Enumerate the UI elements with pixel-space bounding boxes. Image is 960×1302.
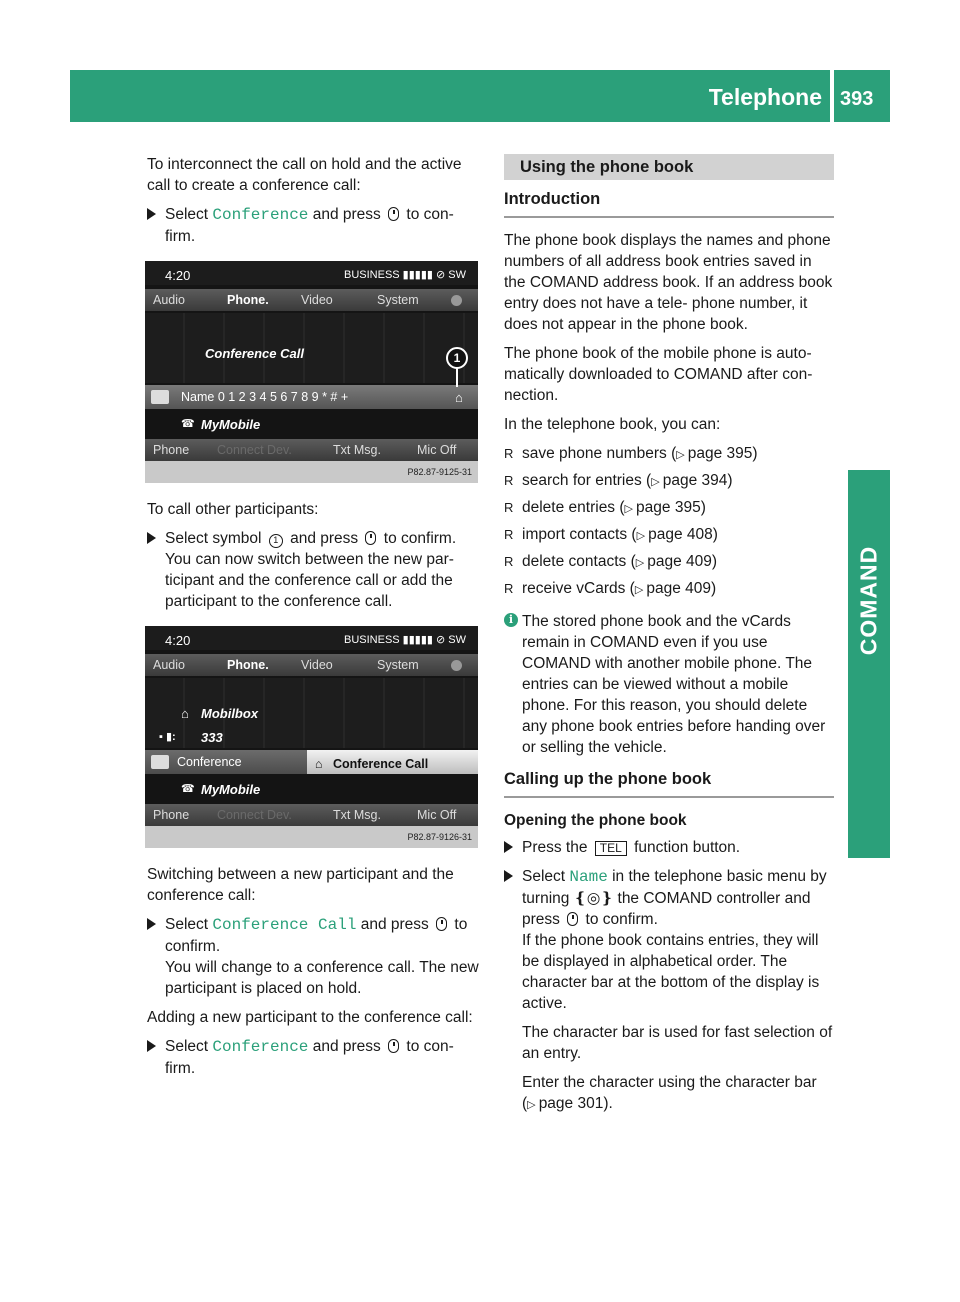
- bottom-menu: Phone Connect Dev. Txt Msg. Mic Off: [145, 439, 478, 461]
- page-ref-icon: ▷: [634, 584, 647, 596]
- figure-code: P82.87-9125-31: [145, 461, 478, 483]
- list-row: ⌂ Mobilbox: [145, 700, 478, 726]
- status-bar: 4:20 BUSINESS ▮▮▮▮▮ ⊘ SW: [145, 626, 478, 650]
- display-item: Conference: [212, 1038, 309, 1056]
- paragraph: The phone book displays the names and phone numbers of all address book entries saved in the COMAND address book. If an address book entry does not have a tele- phone number, it does not appear in the phone book.: [504, 232, 833, 333]
- page-ref-icon: ▷: [651, 476, 663, 488]
- info-icon: i: [504, 613, 518, 627]
- paragraph: Switching between a new participant and the conference call:: [147, 866, 454, 904]
- conference-call-item: ⌂ Conference Call: [307, 750, 478, 774]
- list-item: R search for entries (▷ page 394): [504, 472, 733, 489]
- lock-icon: ▪ ▮:: [159, 730, 176, 743]
- instruction-step: Select Conference and press to con- firm.: [147, 204, 482, 247]
- status-bar: 4:20 BUSINESS ▮▮▮▮▮ ⊘ SW: [145, 261, 478, 285]
- list-item: R import contacts (▷ page 408): [504, 526, 718, 543]
- display-item: Name: [569, 868, 608, 886]
- screen-conference-menu: [145, 626, 478, 848]
- controller-press-icon: [388, 1039, 399, 1053]
- bullet-icon: R: [504, 527, 514, 542]
- main-menu: Audio Phone. Video System: [145, 654, 478, 676]
- heading-rule: [504, 796, 834, 798]
- controller-press-icon: [388, 207, 399, 221]
- feature-list: [504, 443, 834, 601]
- mobile-phone-icon: ☎: [181, 782, 195, 795]
- phone-handset-icon: [151, 755, 169, 769]
- list-item: R delete contacts (▷ page 409): [504, 553, 718, 570]
- page-ref-icon: ▷: [635, 557, 648, 569]
- tel-button-icon: TEL: [595, 841, 627, 856]
- arrow-icon: [147, 532, 156, 544]
- page-number: 393: [840, 88, 874, 110]
- callout-marker: 1: [446, 347, 468, 369]
- subsection-heading: Calling up the phone book: [504, 770, 712, 788]
- left-column: [147, 154, 482, 1087]
- arrow-icon: [147, 918, 156, 930]
- bullet-icon: R: [504, 500, 514, 515]
- list-row: ☎ MyMobile: [145, 776, 478, 802]
- bullet-icon: R: [504, 554, 514, 569]
- subsection-heading: Introduction: [504, 190, 601, 208]
- voicemail-icon: ⌂: [181, 705, 189, 721]
- list-row: ☎ MyMobile: [145, 411, 478, 437]
- header-separator: [830, 70, 834, 122]
- page-ref-icon: ▷: [527, 1099, 539, 1111]
- paragraph: To call other participants:: [147, 501, 319, 518]
- arrow-icon: [147, 1040, 156, 1052]
- callout-line: [456, 367, 458, 387]
- conference-bar: Conference ⌂ Conference Call: [145, 750, 478, 774]
- paragraph: To interconnect the call on hold and the active call to create a conference call:: [147, 156, 462, 194]
- settings-icon: [451, 660, 462, 671]
- info-note: i The stored phone book and the vCards remain in COMAND even if you use COMAND with another mobile phone. The entries can be viewed without a mobile phone. For this reason, you should delete any phone book entries before handing over or selling the vehicle.: [504, 611, 834, 758]
- heading-rule: [504, 216, 834, 218]
- arrow-icon: [147, 208, 156, 220]
- right-column: [504, 154, 834, 1124]
- list-item: R receive vCards (▷ page 409): [504, 580, 717, 597]
- controller-press-icon: [567, 912, 578, 926]
- main-menu: Audio Phone. Video System: [145, 289, 478, 311]
- section-title: Using the phone book: [504, 154, 834, 180]
- paragraph: In the telephone book, you can:: [504, 416, 721, 433]
- page-ref-icon: ▷: [624, 503, 637, 515]
- arrow-icon: [504, 870, 513, 882]
- conference-symbol-icon: ⌂: [455, 389, 463, 405]
- display-item: Conference: [212, 206, 309, 224]
- phone-handset-icon: [151, 390, 169, 404]
- conference-symbol-icon: ⌂: [315, 757, 323, 771]
- page-ref-icon: ▷: [636, 530, 649, 542]
- procedure-heading: Opening the phone book: [504, 812, 687, 829]
- controller-turn-icon: ❴◎❵: [573, 890, 614, 907]
- controller-press-icon: [436, 917, 447, 931]
- mobile-phone-icon: ☎: [181, 417, 195, 430]
- side-tab-label: COMAND: [855, 545, 882, 655]
- bullet-icon: R: [504, 581, 514, 596]
- instruction-step: Select symbol 1 and press to confirm. You can now switch between the new par- ticipant and the conference call or add the participant to the conference call.: [147, 528, 482, 612]
- paragraph: Adding a new participant to the conference call:: [147, 1009, 473, 1026]
- bullet-icon: R: [504, 473, 514, 488]
- chapter-title: Telephone: [708, 84, 822, 110]
- controller-press-icon: [365, 531, 376, 545]
- list-row: ▪ ▮: 333: [145, 724, 478, 750]
- instruction-step: Press the TEL function button.: [504, 837, 834, 858]
- display-area: Conference Call: [145, 313, 478, 383]
- paragraph: The phone book of the mobile phone is auto- matically downloaded to COMAND after con- nection.: [504, 345, 813, 404]
- character-bar: Name 0 1 2 3 4 5 6 7 8 9 * # + ⌂: [145, 385, 478, 409]
- instruction-step: Select Conference and press to con- firm.: [147, 1036, 482, 1079]
- instruction-step: Select Conference Call and press to confirm. You will change to a conference call. The new participant is placed on hold.: [147, 914, 482, 999]
- screen-conference-call: [145, 261, 478, 483]
- bullet-icon: R: [504, 446, 514, 461]
- list-item: R delete entries (▷ page 395): [504, 499, 706, 516]
- page-ref-icon: ▷: [676, 449, 688, 461]
- figure-code: P82.87-9126-31: [145, 826, 478, 848]
- list-item: R save phone numbers (▷ page 395): [504, 445, 758, 462]
- symbol-icon: 1: [269, 534, 283, 548]
- display-item: Conference Call: [212, 916, 357, 934]
- settings-icon: [451, 295, 462, 306]
- arrow-icon: [504, 841, 513, 853]
- bottom-menu: Phone Connect Dev. Txt Msg. Mic Off: [145, 804, 478, 826]
- instruction-step: Select Name in the telephone basic menu by turning ❴◎❵ the COMAND controller and press to confirm. If the phone book contains entries, they will be displayed in alphabetical order. The character bar at the bottom of the display is active. The character bar is used for fast selection of an entry. Enter the character using the character bar (▷ page 301).: [504, 866, 834, 1116]
